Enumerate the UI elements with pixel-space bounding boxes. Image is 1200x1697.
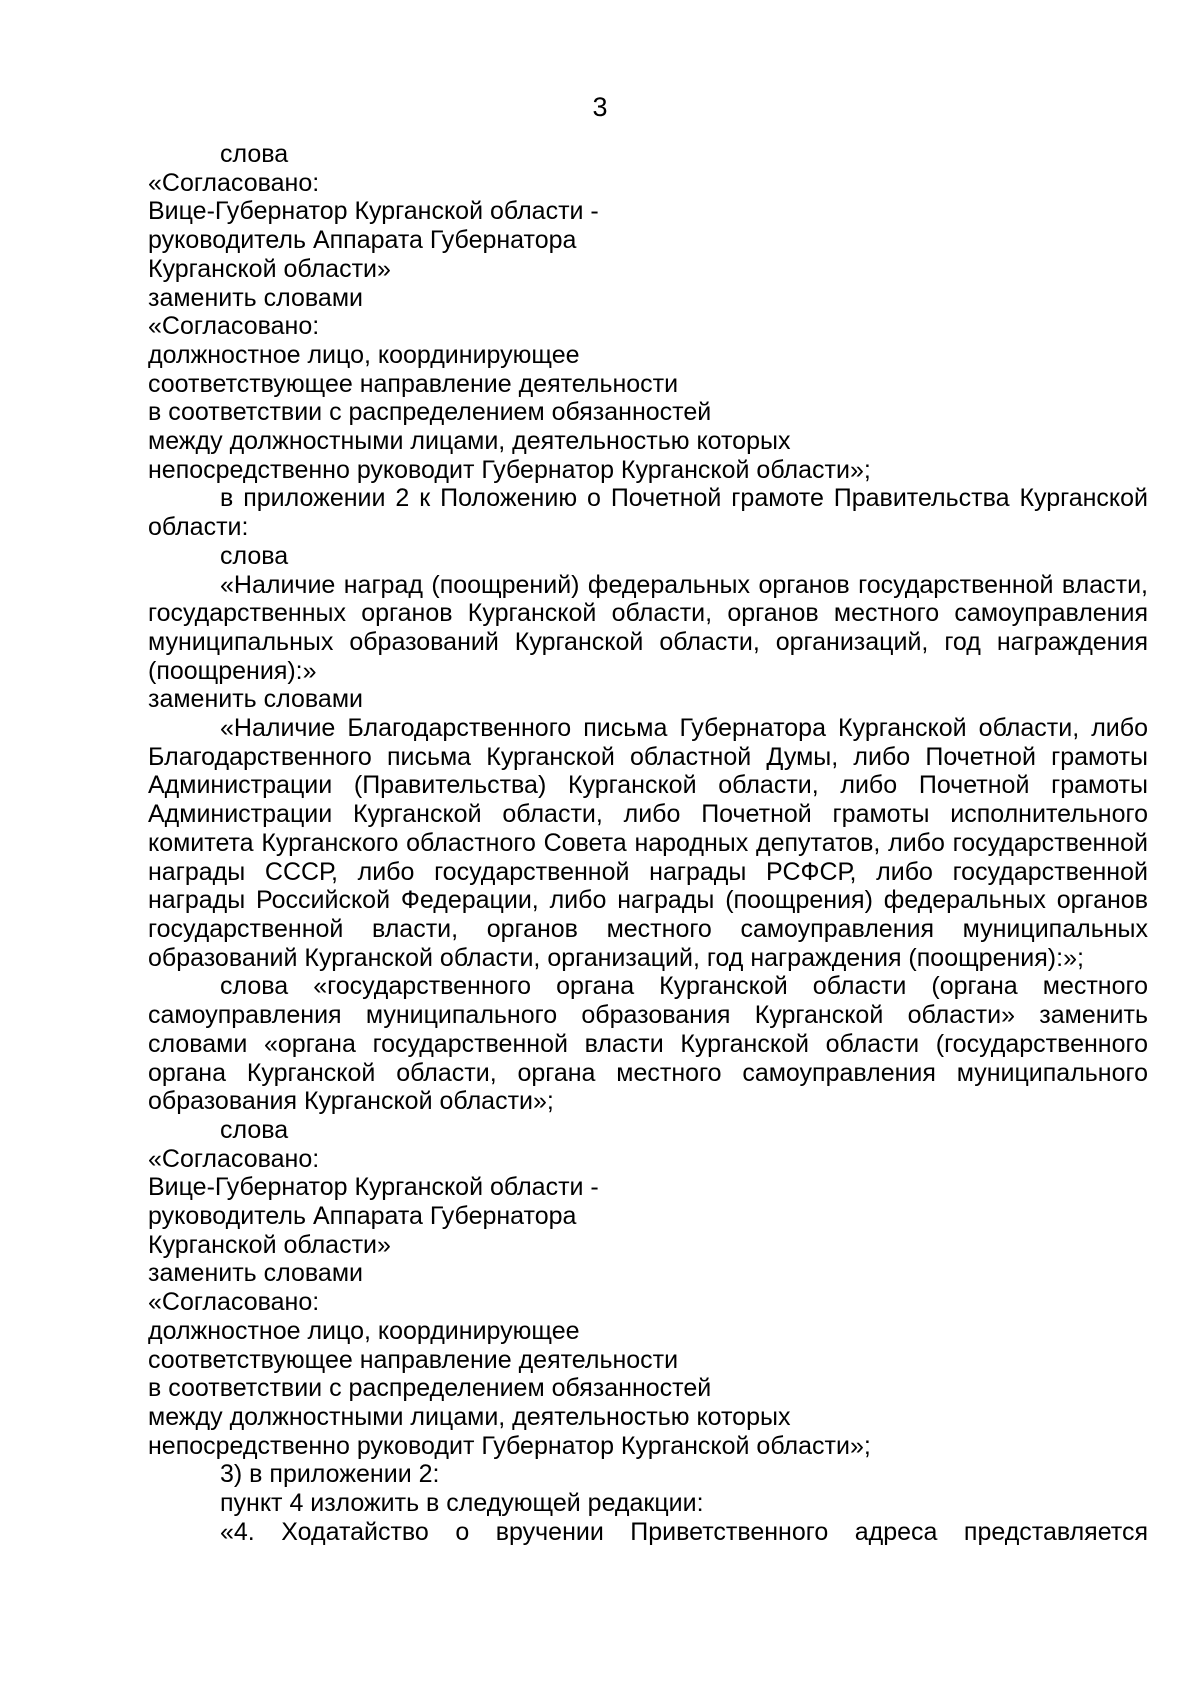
text-line: «Согласовано: <box>148 1144 320 1173</box>
text-line: непосредственно руководит Губернатор Курганской области»; <box>148 455 871 484</box>
text-line: слова <box>220 140 289 168</box>
text-line: пункт 4 изложить в следующей редакции: <box>220 1489 704 1518</box>
text-line: непосредственно руководит Губернатор Курганской области»; <box>148 1431 871 1460</box>
text-line: слова <box>220 1115 289 1144</box>
paragraph <box>148 484 1148 541</box>
paragraph <box>148 714 1148 972</box>
text-line: между должностными лицами, деятельностью которых <box>148 1402 791 1431</box>
text-line: заменить словами <box>148 1259 363 1288</box>
paragraph-text: в приложении 2 к Положению о Почетной грамоте Правительства Курганской области: <box>148 484 1148 542</box>
text-line: «Согласовано: <box>148 312 320 341</box>
text-line: 3) в приложении 2: <box>220 1460 440 1489</box>
text-line: в соответствии с распределением обязанностей <box>148 1374 712 1403</box>
text-line: слова <box>220 541 289 570</box>
text-line: заменить словами <box>148 685 363 714</box>
text-line: Курганской области» <box>148 254 391 283</box>
text-line: Вице-Губернатор Курганской области - <box>148 1173 599 1202</box>
text-line: соответствующее направление деятельности <box>148 1345 679 1374</box>
document-body <box>148 140 1148 1546</box>
text-line: «Согласовано: <box>148 168 320 197</box>
text-line: соответствующее направление деятельности <box>148 369 679 398</box>
text-line: «Согласовано: <box>148 1288 320 1317</box>
text-line: между должностными лицами, деятельностью которых <box>148 427 791 456</box>
text-line: руководитель Аппарата Губернатора <box>148 1202 577 1231</box>
paragraph-text: «Наличие Благодарственного письма Губернатора Курганской области, либо Благодарственного письма Курганской областной Думы, либо Почетной грамоты Администрации (Правительства) Курганской области, либо Почетной грамоты Администрации Курганской области, либо Почетной грамоты исполнительного комитета Курганского областного Совета народных депутатов, либо государственной награды СССР, либо государственной награды РСФСР, либо государственной награды Российской Федерации, либо награды (поощрения) федеральных органов государственной власти, органов местного самоуправления муниципальных образований Курганской области, организаций, год награждения (поощрения):»; <box>148 714 1148 972</box>
page-number: 3 <box>592 92 608 122</box>
text-line: Курганской области» <box>148 1230 391 1259</box>
paragraph-text: слова «государственного органа Курганской области (органа местного самоуправления муниципального образования Курганской области» заменить словами «органа государственной власти Курганской области (государственного органа Курганской области, органа местного самоуправления муниципального образования Курганской области»; <box>148 972 1148 1116</box>
paragraph <box>148 571 1148 686</box>
paragraph-text: «Наличие наград (поощрений) федеральных органов государственной власти, государственных органов Курганской области, органов местного самоуправления муниципальных образований Курганской области, организаций, год награждения (поощрения):» <box>148 570 1148 685</box>
text-line: Вице-Губернатор Курганской области - <box>148 197 599 226</box>
text-line: должностное лицо, координирующее <box>148 340 580 369</box>
text-line: в соответствии с распределением обязанностей <box>148 398 712 427</box>
text-line: руководитель Аппарата Губернатора <box>148 226 577 255</box>
text-line: заменить словами <box>148 283 363 312</box>
paragraph <box>148 972 1148 1116</box>
text-line: должностное лицо, координирующее <box>148 1316 580 1345</box>
paragraph-start: «4. Ходатайство о вручении Приветственного адреса представляется <box>220 1517 1148 1546</box>
